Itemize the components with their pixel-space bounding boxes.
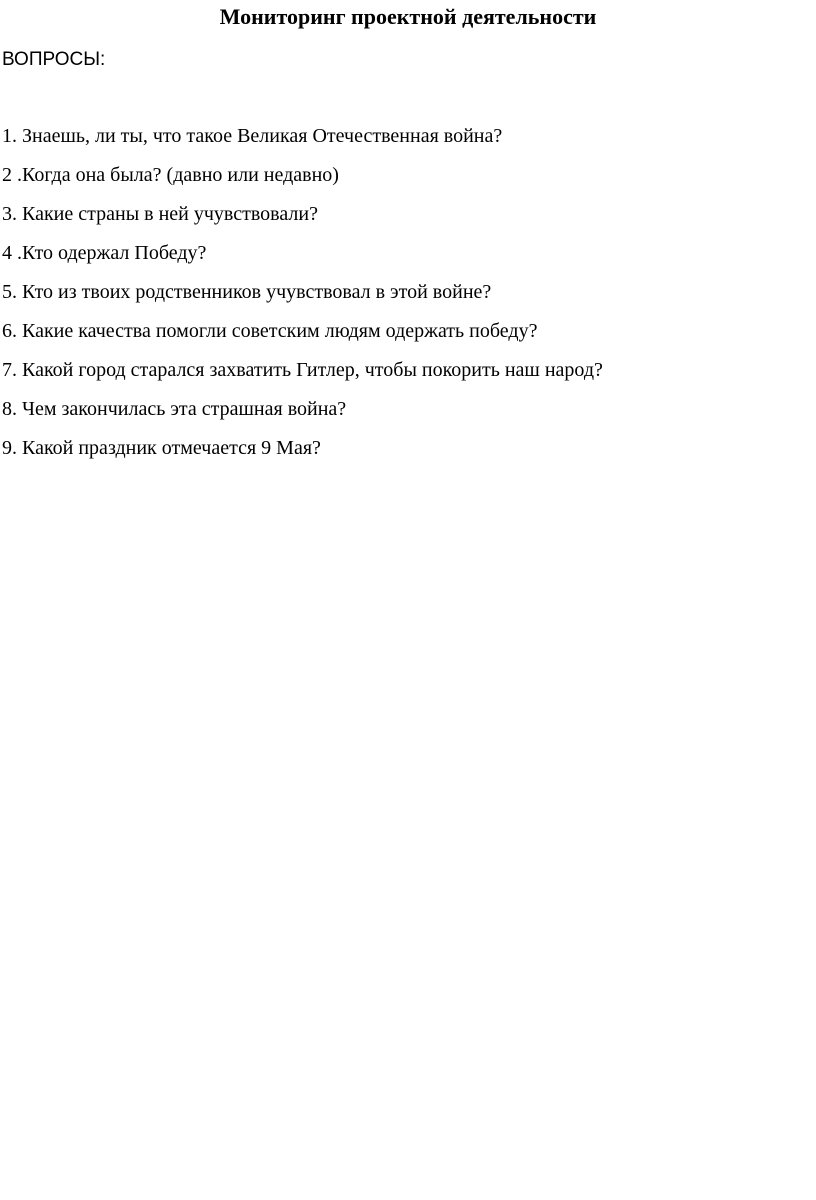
question-item-2: 2 .Когда она была? (давно или недавно) [2,164,339,186]
question-item-3: 3. Какие страны в ней учувствовали? [2,203,318,225]
question-item-8: 8. Чем закончилась эта страшная война? [2,398,347,420]
question-item-4: 4 .Кто одержал Победу? [2,242,207,264]
page-title: Мониторинг проектной деятельности [219,4,597,29]
questions-heading: ВОПРОСЫ: [2,49,106,70]
question-item-6: 6. Какие качества помогли советским людям одержать победу? [2,320,538,342]
question-item-1: 1. Знаешь, ли ты, что такое Великая Отечественная война? [2,125,503,147]
question-item-5: 5. Кто из твоих родственников учувствовал в этой войне? [2,281,492,303]
question-item-9: 9. Какой праздник отмечается 9 Мая? [2,437,321,459]
question-item-7: 7. Какой город старался захватить Гитлер, чтобы покорить наш народ? [2,359,603,381]
questions-list [2,123,603,474]
